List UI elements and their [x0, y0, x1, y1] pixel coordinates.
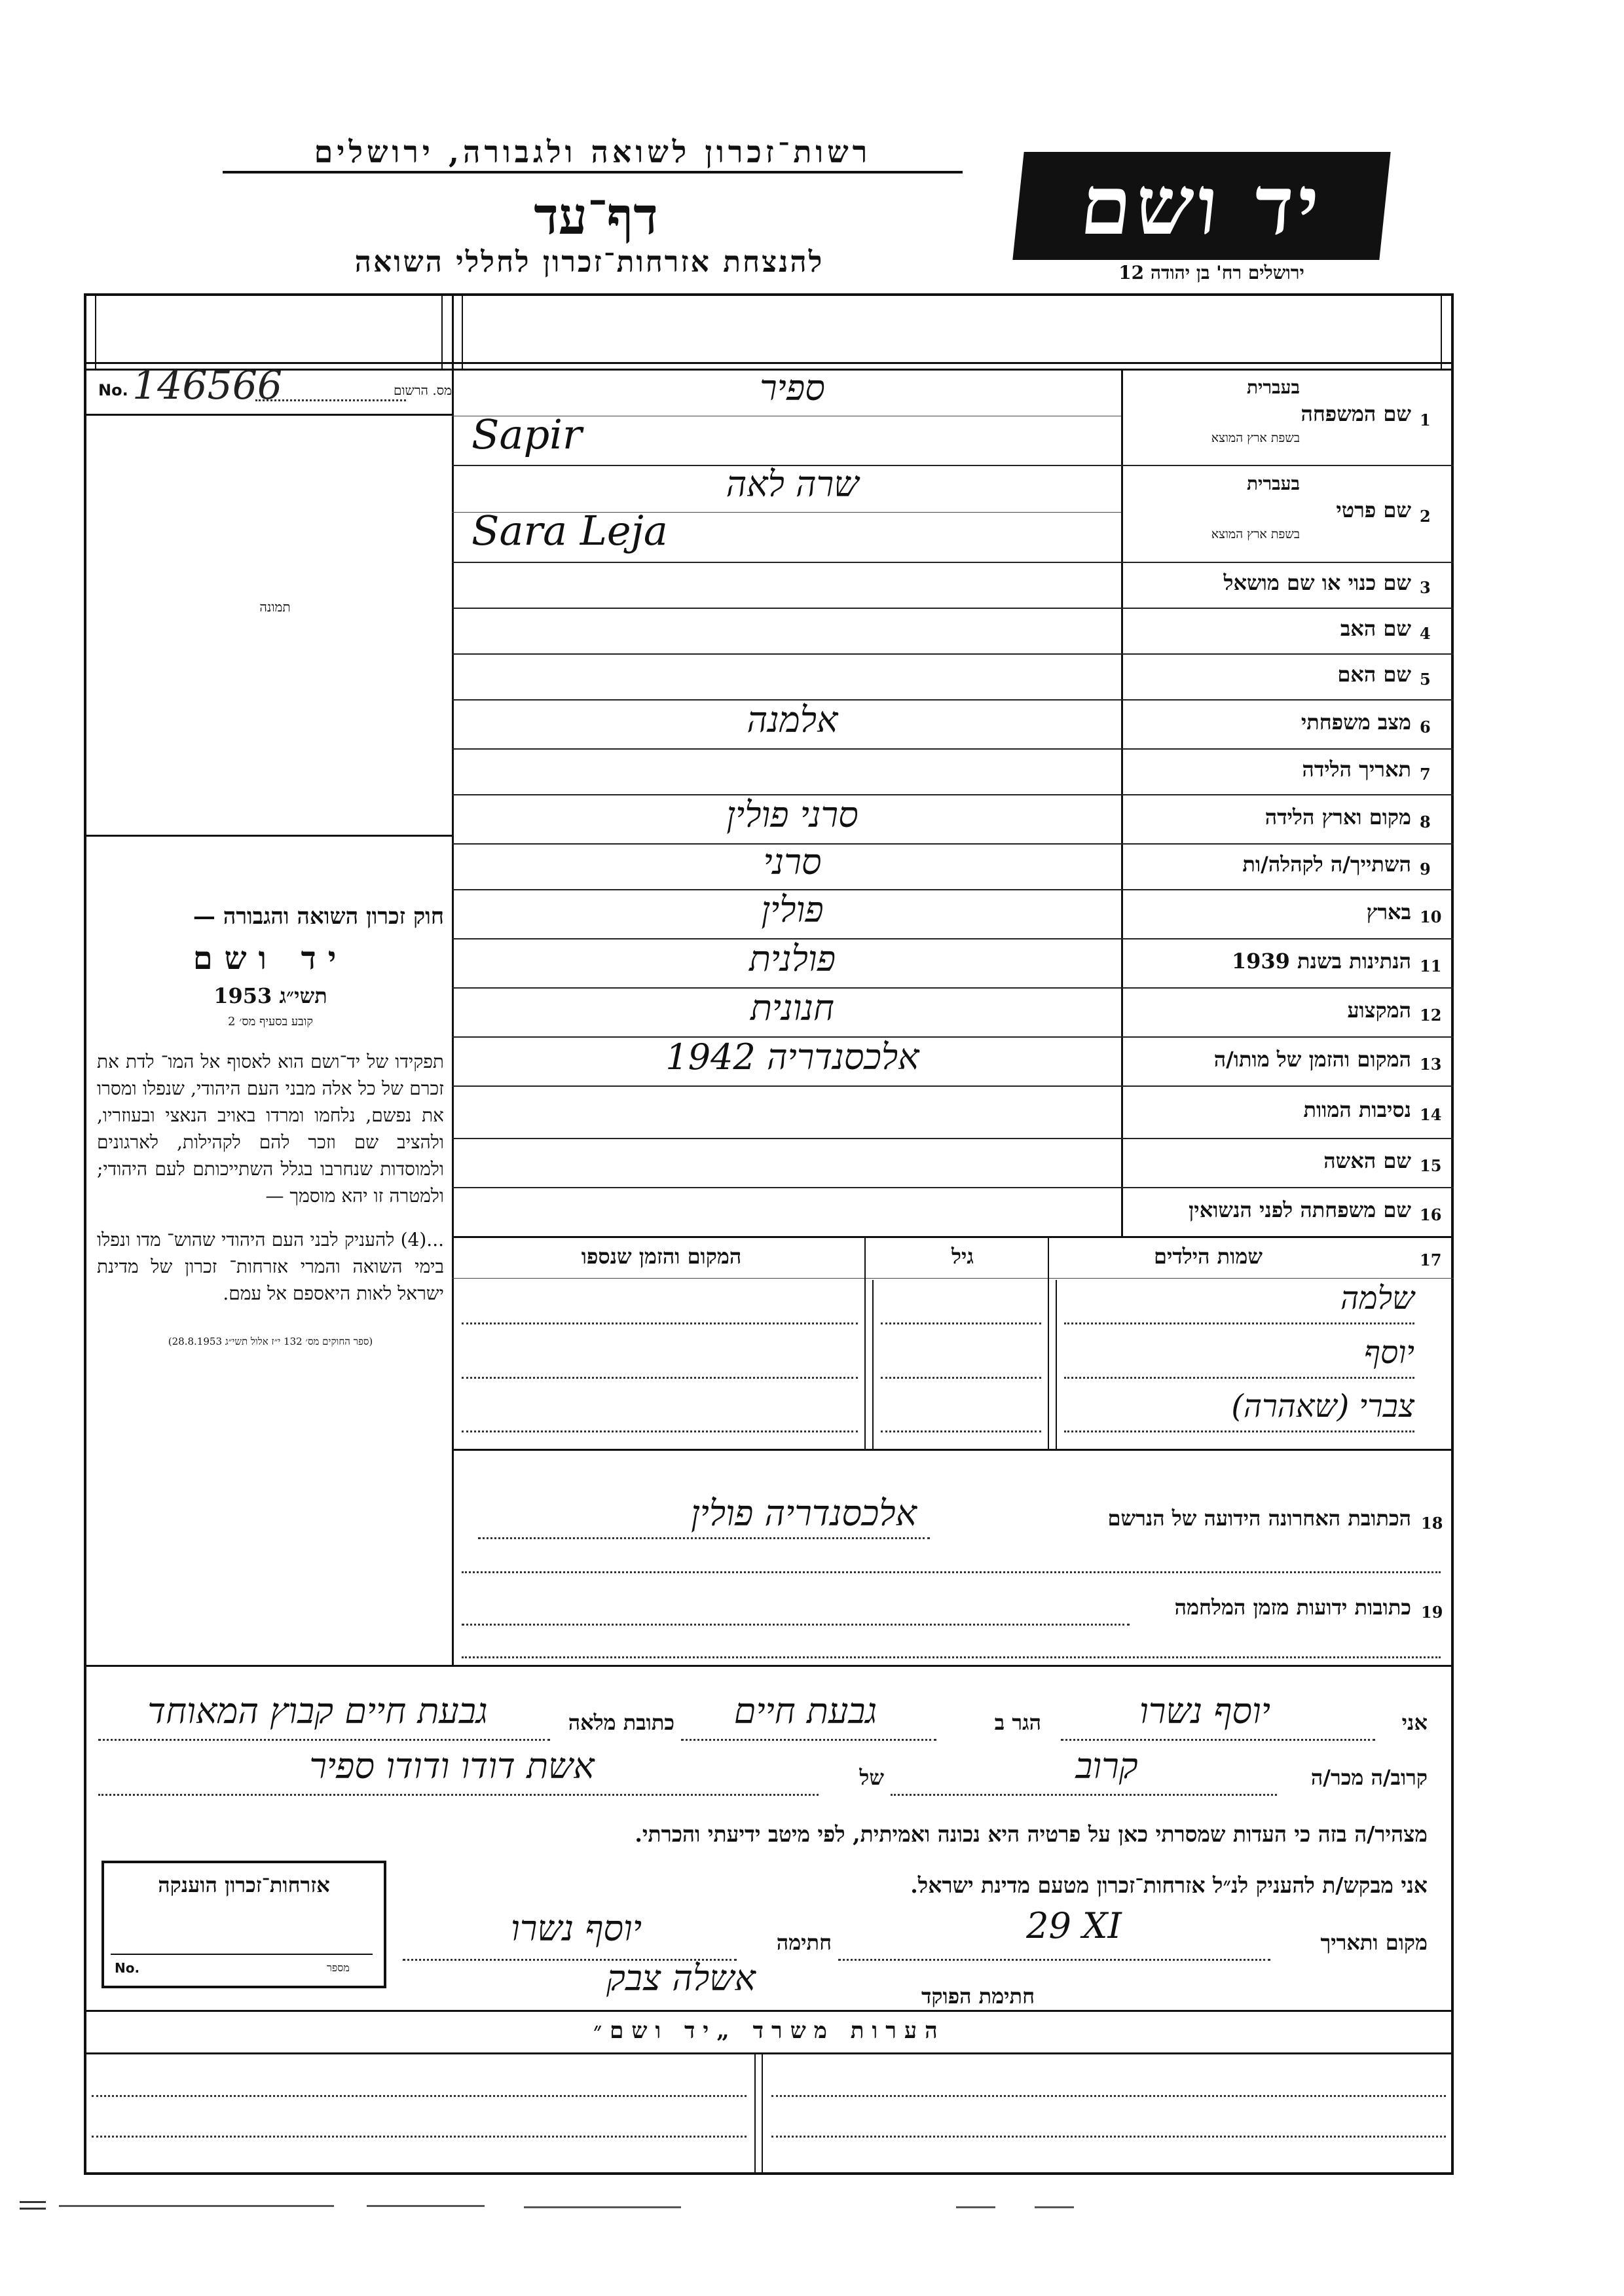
declarant-name[interactable]: יוסף נשרו — [1139, 1690, 1270, 1732]
field-label: שם משפחתה לפני הנשואין — [1189, 1197, 1411, 1222]
field-label: שם האב — [1340, 616, 1411, 641]
last-address-label: הכתובת האחרונה הידועה של הנרשם — [1107, 1506, 1411, 1531]
declaration-statement: מצהיר/ה בזה כי העדות שמסרתי כאן על פרטיה היא נכונה ואמיתית, לפי מיטב ידיעתי והכרתי. — [635, 1821, 1428, 1847]
authority-title: רשות־זכרון לשואה ולגבורה, ירושלים — [223, 134, 963, 173]
field-value-hebrew[interactable]: שרה לאה — [726, 464, 859, 505]
registration-no-label: No. — [98, 381, 128, 399]
frame-divider-1 — [452, 293, 454, 1665]
child-name[interactable]: צברי (שאהרה) — [1231, 1388, 1414, 1425]
declarant-signature[interactable]: יוסף נשרו — [511, 1908, 642, 1949]
field-label: שם המשפחה — [1301, 401, 1411, 426]
place-date-label: מקום ותאריך — [1320, 1930, 1428, 1955]
field-label: המקצוע — [1347, 997, 1411, 1023]
field-value[interactable]: חנונית — [750, 987, 834, 1029]
field-number: 7 — [1420, 765, 1431, 784]
photo-area — [98, 416, 452, 835]
registration-number — [98, 363, 452, 412]
field-label: מצב משפחתי — [1301, 709, 1411, 735]
field-number: 6 — [1420, 717, 1431, 737]
field-number: 16 — [1420, 1205, 1442, 1224]
officer-signature-label: חתימת הפוקד — [921, 1984, 1035, 2009]
law-name: יד ושם — [193, 940, 348, 977]
field-label: שם פרטי — [1336, 498, 1411, 522]
field-label: שם כנוי או שם מושאל — [1223, 570, 1411, 595]
certificate-number-label: מספר — [327, 1961, 350, 1974]
field-number: 11 — [1420, 956, 1442, 975]
photo-label: תמונה — [259, 599, 291, 615]
field-number: 13 — [1420, 1054, 1442, 1074]
field-label: הנתינות בשנת 1939 — [1231, 948, 1411, 974]
law-reference: (ספר החוקים מס׳ 132 י״ז אלול תשי״ג 28.8.1953) — [168, 1336, 373, 1347]
form-title: דף־עד — [534, 187, 658, 246]
strip-tick-2 — [441, 293, 443, 369]
remarks-title: הערות משרד „יד ושם״ — [593, 2018, 946, 2044]
field-label: המקום והזמן של מותו/ה — [1213, 1046, 1411, 1072]
field-number: 2 — [1420, 507, 1431, 526]
field-label: תאריך הלידה — [1302, 757, 1411, 782]
logo-text: יד ושם — [1076, 158, 1327, 253]
resides-label: הגר ב — [994, 1710, 1041, 1735]
field-sublabel-origin: בשפת ארץ המוצא — [1211, 527, 1300, 541]
children-field-number: 17 — [1420, 1250, 1442, 1269]
field-sublabel-origin: בשפת ארץ המוצא — [1211, 431, 1300, 445]
declarant-town[interactable]: גבעת חיים — [733, 1690, 877, 1732]
child-name[interactable]: שלמה — [1340, 1280, 1414, 1317]
relative-label: קרוב/ה מכר/ה — [1310, 1765, 1428, 1790]
certificate-box — [101, 1861, 386, 1988]
field-label: שם האם — [1337, 662, 1411, 687]
relation-value[interactable]: קרוב — [1075, 1745, 1138, 1787]
yad-vashem-logo — [1012, 152, 1390, 260]
last-address-number: 18 — [1421, 1514, 1443, 1533]
field-number: 10 — [1420, 907, 1442, 926]
field-sublabel-hebrew: בעברית — [1246, 376, 1300, 398]
citizenship-request: אני מבקש/ת להעניק לנ״ל אזרחות־זכרון מטעם מדינת ישראל. — [910, 1872, 1428, 1898]
field-label: בארץ — [1366, 899, 1411, 924]
field-number: 9 — [1420, 860, 1431, 879]
strip-tick-1 — [95, 293, 96, 369]
institute-address: ירושלים רח' בן יהודה 12 — [1118, 262, 1304, 283]
field-number: 12 — [1420, 1005, 1442, 1025]
field-label: מקום וארץ הלידה — [1264, 804, 1411, 829]
field-number: 4 — [1420, 624, 1431, 643]
officer-signature[interactable]: אשלה צבק — [606, 1958, 756, 1999]
field-label: נסיבות המוות — [1303, 1097, 1411, 1122]
field-value[interactable]: פולנית — [748, 938, 836, 979]
field-number: 8 — [1420, 812, 1431, 831]
child-name[interactable]: יוסף — [1363, 1334, 1414, 1371]
declaration-date[interactable]: 29 XI — [1026, 1905, 1122, 1946]
header-strip-line — [84, 362, 1454, 364]
wartime-address-number: 19 — [1421, 1603, 1443, 1622]
field-number: 15 — [1420, 1156, 1442, 1175]
strip-tick-3 — [462, 293, 463, 369]
field-number: 1 — [1420, 410, 1431, 429]
relation-of-value[interactable]: אשת דודו ודודו ספיר — [309, 1745, 595, 1787]
law-section — [97, 903, 444, 1348]
relation-of-label: של — [859, 1765, 884, 1790]
field-value[interactable]: סרני פולין — [726, 793, 858, 835]
field-value[interactable]: סרני — [763, 841, 822, 883]
children-names-header: שמות הילדים — [1154, 1244, 1263, 1269]
strip-tick-4 — [1441, 293, 1442, 369]
field-value-latin[interactable]: Sara Leja — [471, 507, 668, 555]
form-subtitle: להנצחת אזרחות־זכרון לחללי השואה — [354, 246, 824, 279]
declarant-full-address[interactable]: גבעת חיים קבוץ המאוחד — [147, 1690, 488, 1732]
signature-label: חתימה — [776, 1930, 832, 1955]
children-place-header: המקום והזמן שנספו — [581, 1244, 742, 1269]
field-number: 3 — [1420, 578, 1431, 597]
field-value-hebrew[interactable]: ספיר — [760, 367, 825, 409]
field-value[interactable]: אלמנה — [747, 699, 838, 740]
certificate-box-title: אזרחות־זכרון הוענקה — [158, 1872, 330, 1897]
field-number: 5 — [1420, 670, 1431, 689]
registration-number-value: 146566 — [132, 363, 283, 409]
full-address-label: כתובת מלאה — [568, 1710, 674, 1735]
wartime-address-label: כתובות ידועות מזמן המלחמה — [1174, 1595, 1411, 1620]
law-title: חוק זכרון השואה והגבורה — — [193, 903, 444, 930]
field-label: שם האשה — [1323, 1148, 1411, 1173]
last-address-value[interactable]: אלכסנדריה פולין — [691, 1493, 917, 1534]
scan-edge-marks — [0, 2193, 1624, 2219]
certificate-no-label: No. — [115, 1960, 140, 1976]
law-year: תשי״ג 1953 — [213, 983, 327, 1008]
field-value[interactable]: אלכסנדריה 1942 — [665, 1036, 919, 1078]
field-value-latin[interactable]: Sapir — [471, 410, 582, 458]
field-sublabel-hebrew: בעברית — [1246, 473, 1300, 494]
declarant-prefix: אני — [1401, 1710, 1428, 1735]
frame-divider-2 — [1121, 369, 1123, 1236]
field-value[interactable]: פולין — [761, 888, 824, 930]
registration-label: מס. הרשום — [393, 382, 452, 398]
field-number: 14 — [1420, 1105, 1442, 1124]
law-paragraph-2: ...(4) להעניק לבני העם היהודי שהוש־ מדו ונפלו בימי השואה והמרי אזרחות־ זכרון של מדינת ישראל לאות היאספם אל עמם. — [97, 1229, 444, 1304]
law-clause: קובע בסעיף מס׳ 2 — [228, 1015, 313, 1029]
law-paragraph-1: תפקידו של יד־ושם הוא לאסוף אל המו־ לדת את זכרם של כל אלה מבני העם היהודי, שנפלו ומסרו את נפשם, נלחמו ומרדו באויב הנאצי ובעוזריו, ולהציב שם וזכר להם לקהילות, לארגונים ולמוסדות שנחרבו בגלל השתייכותם לעם היהודי; ולמטרה זו יהא מוסמך — — [97, 1051, 444, 1207]
field-label: השתייך/ה לקהלה/ות — [1242, 852, 1411, 877]
children-age-header: גיל — [951, 1244, 974, 1269]
